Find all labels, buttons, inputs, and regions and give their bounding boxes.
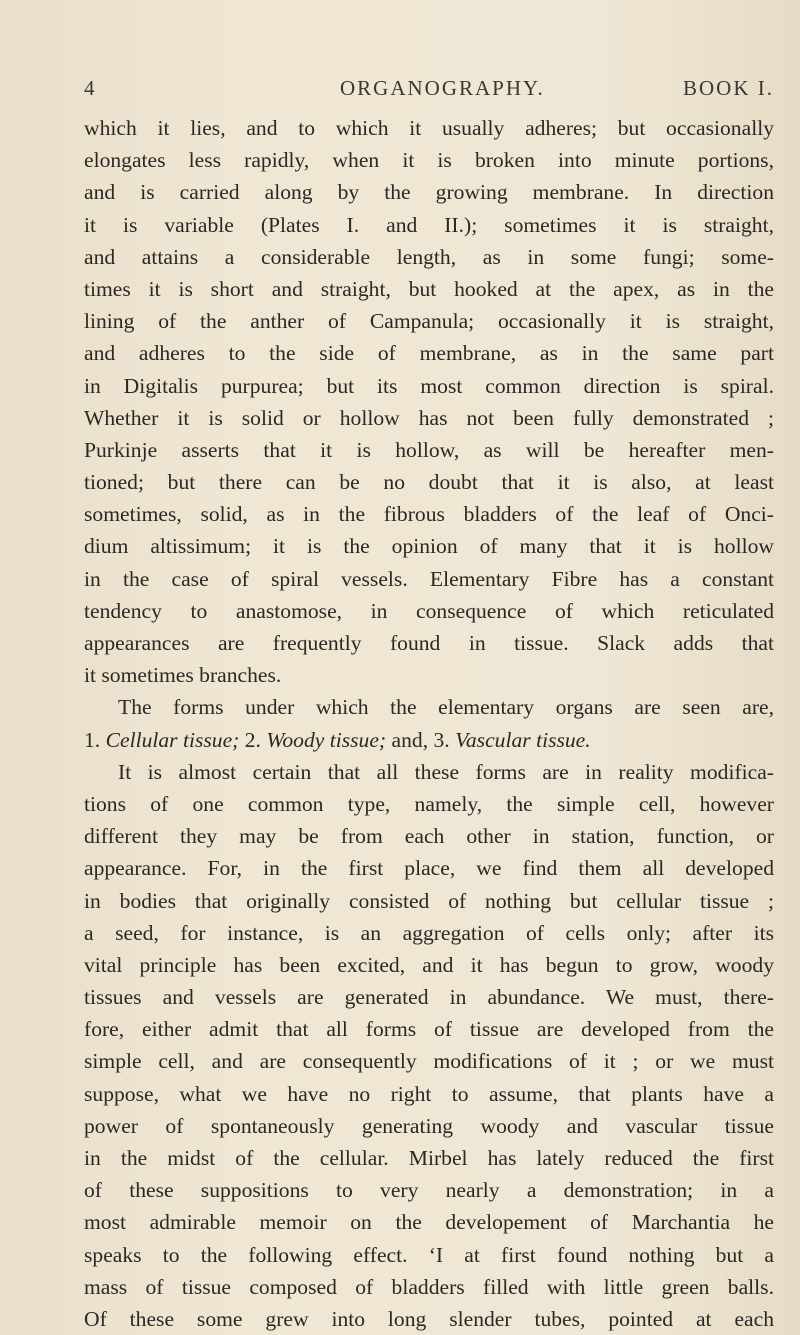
text-line: and adheres to the side of membrane, as in the same part xyxy=(84,341,774,366)
text-line: Of these some grew into long slender tubes, pointed at each xyxy=(84,1306,774,1331)
running-title: ORGANOGRAPHY. xyxy=(340,76,545,100)
text-line: in Digitalis purpurea; but its most common direction is spiral. xyxy=(84,373,774,398)
text-line: suppose, what we have no right to assume, that plants have a xyxy=(84,1081,774,1106)
line-fragment: and, 3. xyxy=(386,727,456,752)
text-line: in the case of spiral vessels. Elementary Fibre has a constant xyxy=(84,566,774,591)
text-line: Whether it is solid or hollow has not been fully demonstrated ; xyxy=(84,405,774,430)
text-line: times it is short and straight, but hooked at the apex, as in the xyxy=(84,276,774,301)
text-line: dium altissimum; it is the opinion of many that it is hollow xyxy=(84,534,774,559)
text-line: power of spontaneously generating woody and vascular tissue xyxy=(84,1113,774,1138)
line-fragment: 2. xyxy=(239,727,267,752)
line-fragment: 1. xyxy=(84,727,106,752)
text-line: of these suppositions to very nearly a demonstration; in a xyxy=(84,1178,774,1203)
text-line: it is variable (Plates I. and II.); sometimes it is straight, xyxy=(84,212,774,237)
body-text xyxy=(84,112,774,1335)
text-line: fore, either admit that all forms of tissue are developed from the xyxy=(84,1017,774,1042)
italic-term: Cellular tissue; xyxy=(105,727,240,752)
text-line: elongates less rapidly, when it is broken into minute portions, xyxy=(84,148,774,173)
text-line: Purkinje asserts that it is hollow, as will be hereafter men- xyxy=(84,437,774,462)
text-line: in the midst of the cellular. Mirbel has lately reduced the first xyxy=(84,1146,774,1170)
page-number: 4 xyxy=(84,76,97,100)
text-line: The forms under which the elementary organs are seen are, xyxy=(118,695,774,720)
text-line: and is carried along by the growing membrane. In direction xyxy=(84,180,774,205)
text-line: most admirable memoir on the developement of Marchantia he xyxy=(84,1210,774,1235)
text-line: sometimes, solid, as in the fibrous bladders of the leaf of Onci- xyxy=(84,502,774,527)
text-line: which it lies, and to which it usually adheres; but occasionally xyxy=(84,116,774,140)
text-line: lining of the anther of Campanula; occasionally it is straight, xyxy=(84,309,774,334)
text-line: appearance. For, in the first place, we find them all developed xyxy=(84,856,774,881)
italic-term: Vascular tissue. xyxy=(455,727,591,752)
text-line: simple cell, and are consequently modifications of it ; or we must xyxy=(84,1049,774,1074)
text-line: different they may be from each other in station, function, or xyxy=(84,824,774,849)
text-line: tendency to anastomose, in consequence of which reticulated xyxy=(84,598,774,623)
text-line: appearances are frequently found in tissue. Slack adds that xyxy=(84,631,774,655)
text-line: vital principle has been excited, and it has begun to grow, woody xyxy=(84,952,774,977)
text-line: It is almost certain that all these forms are in reality modifica- xyxy=(118,759,774,784)
text-line: mass of tissue composed of bladders filled with little green balls. xyxy=(84,1274,774,1299)
text-line: speaks to the following effect. ‘I at first found nothing but a xyxy=(84,1242,774,1267)
text-line: tissues and vessels are generated in abundance. We must, there- xyxy=(84,985,774,1010)
book-section: BOOK I. xyxy=(683,76,774,100)
text-line: and attains a considerable length, as in some fungi; some- xyxy=(84,244,774,269)
page-header xyxy=(84,76,774,106)
italic-term: Woody tissue; xyxy=(266,727,387,752)
text-line: it sometimes branches. xyxy=(84,663,282,688)
text-line: a seed, for instance, is an aggregation of cells only; after its xyxy=(84,920,774,945)
text-line: tioned; but there can be no doubt that it is also, at least xyxy=(84,470,774,495)
text-line: in bodies that originally consisted of nothing but cellular tissue ; xyxy=(84,888,774,913)
text-line xyxy=(84,724,774,756)
text-line: tions of one common type, namely, the simple cell, however xyxy=(84,791,774,816)
